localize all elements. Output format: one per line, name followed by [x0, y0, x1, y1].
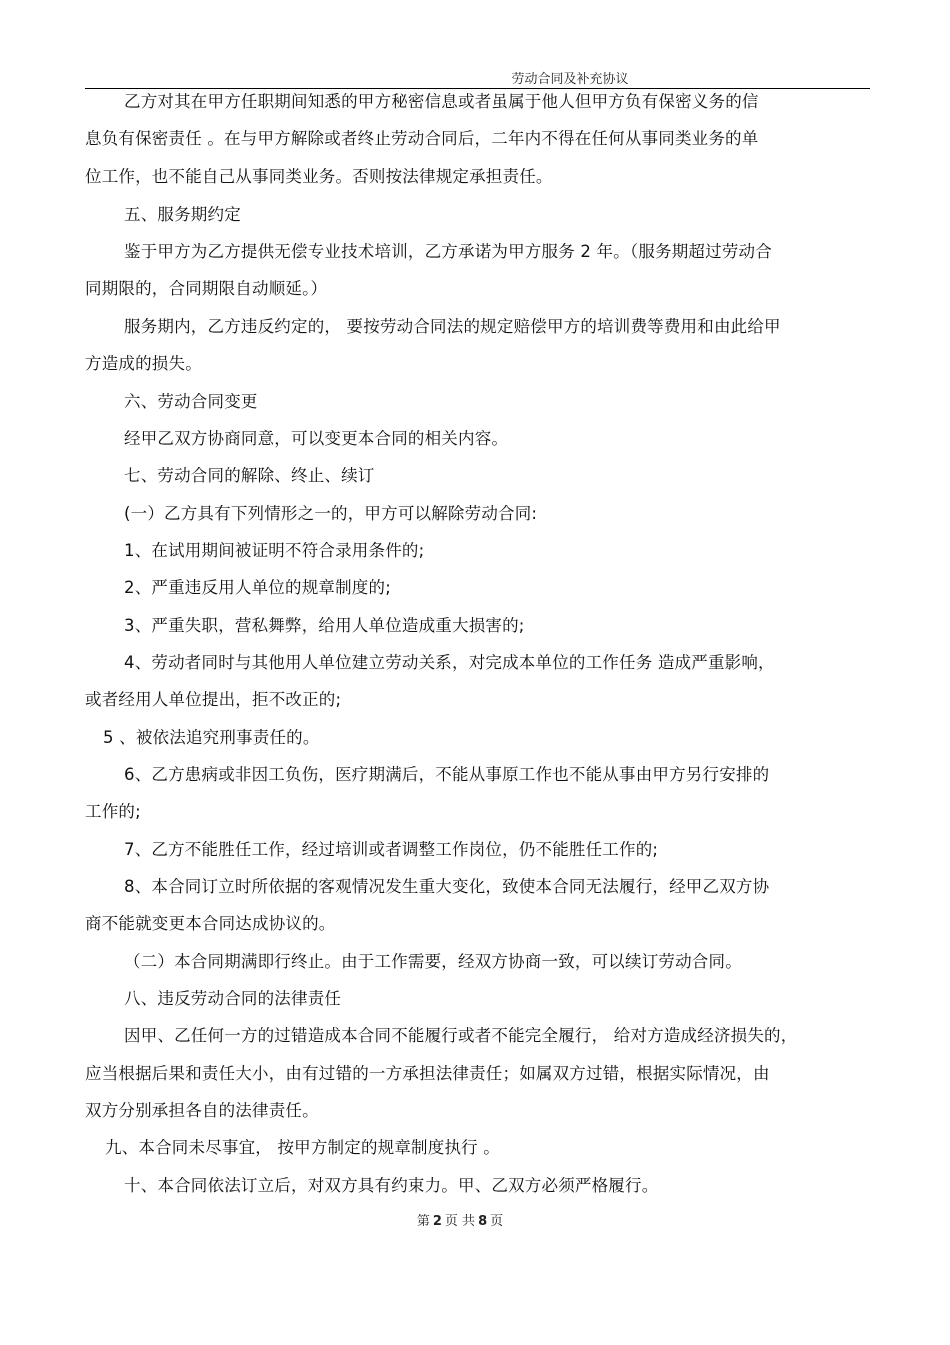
total-page-number: 8: [478, 1214, 488, 1229]
list-item: 3、严重失职，营私舞弊，给用人单位造成重大损害的;: [124, 616, 525, 635]
paragraph-line: 位工作，也不能自己从事同类业务。否则按法律规定承担责任。: [85, 167, 553, 186]
section-heading: 八、违反劳动合同的法律责任: [124, 989, 342, 1008]
list-item: 8、本合同订立时所依据的客观情况发生重大变化，致使本合同无法履行，经甲乙双方协: [124, 877, 770, 896]
paragraph-line: 九、本合同未尽事宜， 按甲方制定的规章制度执行 。: [105, 1138, 500, 1157]
section-heading: 六、劳动合同变更: [124, 392, 258, 411]
paragraph-line: 方造成的损失。: [85, 354, 202, 373]
paragraph-line: 乙方对其在甲方任职期间知悉的甲方秘密信息或者虽属于他人但甲方负有保密义务的信: [124, 92, 759, 111]
list-item: 2、严重违反用人单位的规章制度的;: [124, 578, 391, 597]
paragraph-line: 鉴于甲方为乙方提供无偿专业技术培训，乙方承诺为甲方服务 2 年。（服务期超过劳动合: [124, 242, 772, 261]
paragraph-line: 经甲乙双方协商同意，可以变更本合同的相关内容。: [124, 429, 509, 448]
header-rule: [85, 88, 870, 89]
list-item: 1、在试用期间被证明不符合录用条件的;: [124, 541, 425, 560]
list-item: 商不能就变更本合同达成协议的。: [85, 914, 336, 933]
paragraph-line: (一）乙方具有下列情形之一的，甲方可以解除劳动合同:: [124, 504, 538, 523]
paragraph-line: （二）本合同期满即行终止。由于工作需要，经双方协商一致，可以续订劳动合同。: [124, 952, 742, 971]
section-heading: 五、服务期约定: [124, 205, 241, 224]
list-item: 7、乙方不能胜任工作，经过培训或者调整工作岗位，仍不能胜任工作的;: [124, 840, 659, 859]
paragraph-line: 服务期内，乙方违反约定的， 要按劳动合同法的规定赔偿甲方的培训费等费用和由此给甲: [124, 317, 781, 336]
paragraph-line: 同期限的，合同期限自动顺延。）: [85, 279, 328, 298]
list-item: 6、乙方患病或非因工负伤，医疗期满后，不能从事原工作也不能从事由甲方另行安排的: [124, 765, 770, 784]
paragraph-line: 因甲、乙任何一方的过错造成本合同不能履行或者不能完全履行， 给对方造成经济损失的，: [124, 1026, 798, 1045]
section-heading: 七、劳动合同的解除、终止、续订: [124, 466, 375, 485]
page-footer: [0, 1210, 920, 1229]
footer-prefix: 第: [416, 1214, 430, 1229]
paragraph-line: 息负有保密责任 。在与甲方解除或者终止劳动合同后，二年内不得在任何从事同类业务的单: [85, 129, 759, 148]
list-item: 工作的;: [85, 802, 141, 821]
current-page-number: 2: [432, 1214, 442, 1229]
paragraph-line: 双方分别承担各自的法律责任。: [85, 1101, 319, 1120]
list-item: 4、劳动者同时与其他用人单位建立劳动关系，对完成本单位的工作任务 造成严重影响，: [124, 653, 775, 672]
list-item: 或者经用人单位提出，拒不改正的;: [85, 690, 342, 709]
list-item: 5 、被依法追究刑事责任的。: [103, 728, 320, 747]
paragraph-line: 应当根据后果和责任大小，由有过错的一方承担法律责任；如属双方过错，根据实际情况，由: [85, 1064, 770, 1083]
page-header: [0, 62, 950, 90]
footer-suffix: 页: [490, 1214, 504, 1229]
footer-mid: 页 共: [444, 1214, 476, 1229]
paragraph-line: 十、本合同依法订立后，对双方具有约束力。甲、乙双方必须严格履行。: [124, 1176, 659, 1195]
header-title: 劳动合同及补充协议: [511, 72, 629, 87]
